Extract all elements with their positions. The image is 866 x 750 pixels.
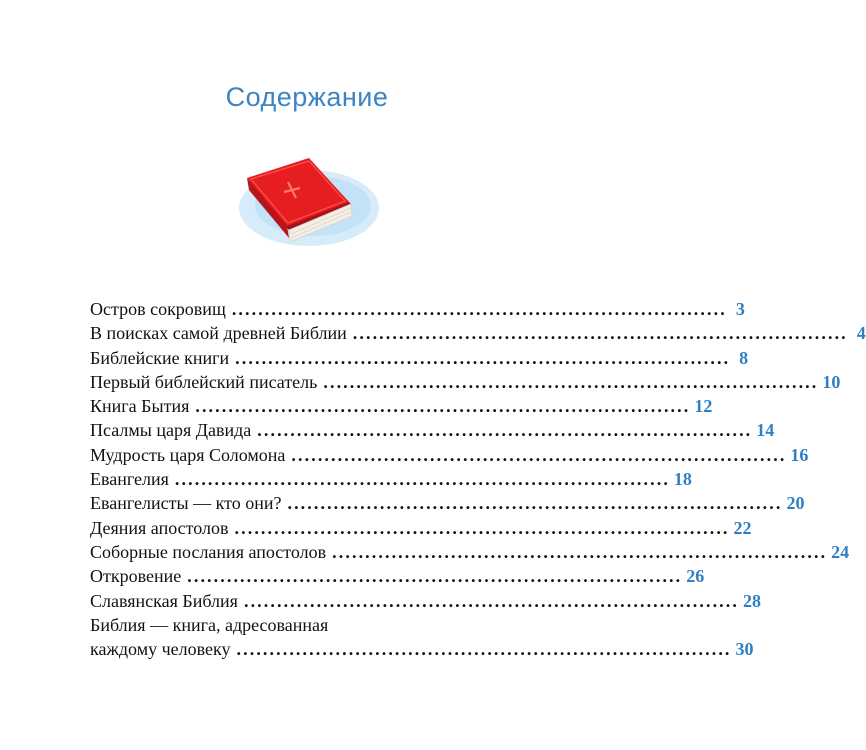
toc-page-number: 8 (739, 347, 749, 368)
toc-entry-title: Мудрость царя Соломона (90, 444, 286, 465)
toc-page-number: 16 (790, 444, 809, 465)
toc-page-number: 14 (756, 420, 775, 441)
toc-page-number: 4 (856, 323, 866, 344)
toc-entry[interactable] (90, 297, 745, 321)
toc-entry[interactable] (90, 418, 775, 442)
table-of-contents (90, 297, 866, 661)
toc-entry-title: Библия — книга, адресованная (90, 614, 329, 635)
toc-page-number: 18 (673, 469, 692, 490)
dot-leader: ........................................................................... (174, 469, 670, 490)
toc-page-number: 20 (786, 493, 805, 514)
toc-entry[interactable] (90, 346, 749, 370)
dot-leader: ........................................................................... (291, 444, 787, 465)
toc-entry-title: Откровение (90, 566, 182, 587)
dot-leader: ........................................................................... (235, 347, 731, 368)
toc-entry[interactable] (90, 613, 754, 662)
red-book-with-cross-icon (225, 150, 385, 270)
toc-entry[interactable] (90, 516, 752, 540)
dot-leader: ........................................................................... (195, 396, 691, 417)
toc-entry-title: Псалмы царя Давида (90, 420, 252, 441)
toc-page-number: 28 (742, 590, 761, 611)
toc-entry-title: Евангелисты — кто они? (90, 493, 282, 514)
toc-page-number: 30 (735, 639, 754, 660)
toc-entry[interactable] (90, 394, 713, 418)
toc-entry-title: Первый библейский писатель (90, 371, 318, 392)
toc-entry[interactable] (90, 589, 761, 613)
toc-entry-title: В поисках самой древней Библии (90, 323, 347, 344)
toc-entry[interactable] (90, 443, 809, 467)
toc-entry-title: Славянская Библия (90, 590, 238, 611)
dot-leader: ........................................................................... (231, 299, 727, 319)
dot-leader: ........................................................................... (257, 420, 753, 441)
toc-entry[interactable] (90, 564, 705, 588)
toc-entry-title: Евангелия (90, 469, 169, 490)
toc-entry[interactable] (90, 540, 850, 564)
toc-entry-title: Деяния апостолов (90, 517, 229, 538)
toc-entry-title: Библейские книги (90, 347, 230, 368)
toc-entry-title: Книга Бытия (90, 396, 190, 417)
toc-page-number: 24 (831, 541, 850, 562)
dot-leader: ........................................................................... (323, 371, 819, 392)
toc-entry[interactable] (90, 467, 692, 491)
toc-entry[interactable] (90, 321, 866, 345)
toc-entry-title: каждому человеку (90, 639, 231, 660)
toc-entry-title-continued (90, 637, 754, 661)
dot-leader: ........................................................................... (236, 639, 732, 660)
dot-leader: ........................................................................... (332, 541, 828, 562)
dot-leader: ........................................................................... (287, 493, 783, 514)
dot-leader: ........................................................................... (243, 590, 739, 611)
toc-page-number: 26 (686, 566, 705, 587)
toc-page-number: 12 (694, 396, 713, 417)
toc-page-number: 10 (822, 371, 841, 392)
dot-leader: ........................................................................... (352, 323, 848, 344)
toc-entry-title: Остров сокровищ (90, 299, 226, 319)
toc-entry-title: Соборные послания апостолов (90, 541, 327, 562)
page-title: Содержание (225, 82, 389, 112)
dot-leader: ........................................................................... (187, 566, 683, 587)
toc-entry[interactable] (90, 491, 805, 515)
toc-page-number: 22 (733, 517, 752, 538)
toc-page-number: 3 (735, 299, 745, 319)
dot-leader: ........................................................................... (234, 517, 730, 538)
toc-entry[interactable] (90, 370, 841, 394)
